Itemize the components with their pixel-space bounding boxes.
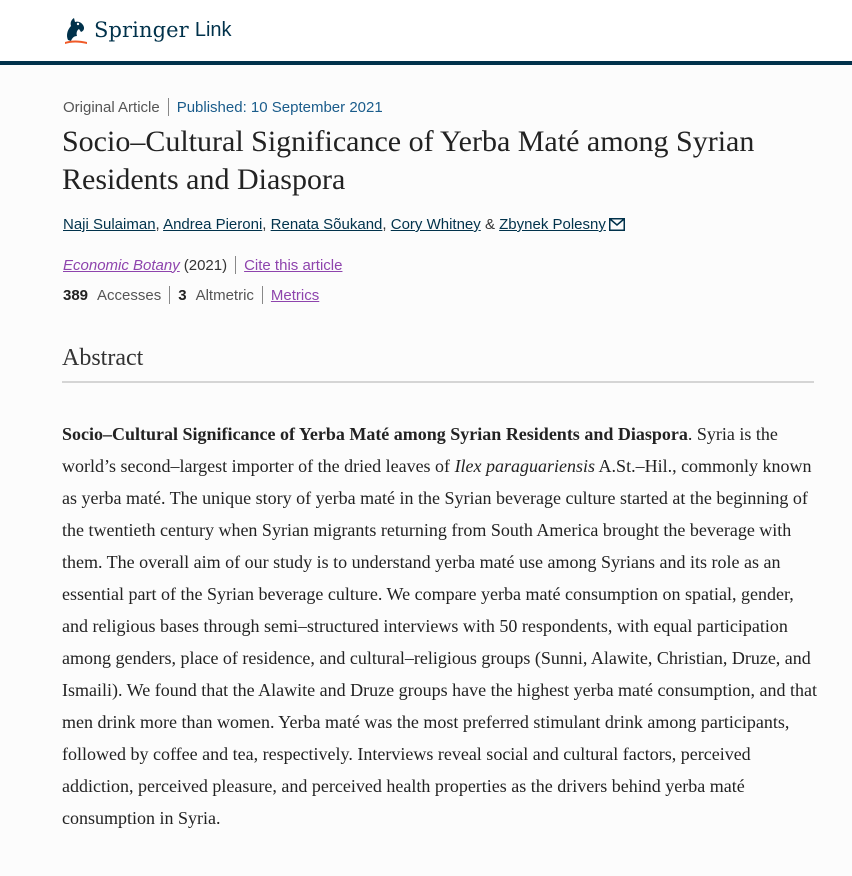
divider [168, 98, 169, 116]
author-separator: , [382, 216, 391, 233]
springer-link-logo[interactable] [62, 13, 232, 47]
cite-this-article-link[interactable]: Cite this article [244, 256, 343, 274]
author-separator: , [155, 216, 164, 233]
divider [235, 256, 236, 274]
journal-line [63, 256, 342, 274]
abstract-text-part: . Syria is the world’s second–largest importer of the dried leaves of [62, 424, 778, 476]
abstract-text [62, 418, 822, 834]
altmetric-count: 3 [178, 286, 187, 304]
journal-year: (2021) [183, 256, 228, 274]
article-meta [63, 98, 383, 116]
springer-horse-icon [62, 14, 90, 46]
abstract-text-part: A.St.–Hil., commonly known as yerba maté. The unique story of yerba maté in the Syrian beverage culture started at the beginning of the twentieth century when Syrian migrants returning from South America brought the beverage with them. The overall aim of our study is to understand yerba maté use among Syrians and its role as an essential part of the Syrian beverage culture. We compare yerba maté consumption on spatial, gender, and religious bases through semi–structured interviews with 50 respondents, with equal participation among genders, place of residence, and cultural–religious groups (Sunni, Alawite, Christian, Druze, and Ismaili). We found that the Alawite and Druze groups have the highest yerba maté consumption, and that men drink more than women. Yerba maté was the most preferred stimulant drink among participants, followed by coffee and tea, respectively. Interviews reveal social and cultural factors, perceived addiction, perceived pleasure, and perceived health properties as the drivers behind yerba maté consumption in Syria. [62, 456, 818, 828]
author-link[interactable]: Cory Whitney [390, 216, 481, 233]
site-header [0, 0, 852, 65]
abstract-heading: Abstract [62, 345, 144, 371]
article-title: Socio–Cultural Significance of Yerba Maté among Syrian Residents and Diaspora [62, 125, 755, 196]
metrics-line [63, 286, 319, 304]
accesses-label: Accesses [97, 286, 162, 304]
mail-icon[interactable] [609, 218, 625, 231]
author-list [63, 216, 625, 233]
author-link[interactable]: Renata Sõukand [270, 216, 383, 233]
abstract-bold-lead: Socio–Cultural Significance of Yerba Maté among Syrian Residents and Diaspora [62, 424, 688, 444]
journal-link[interactable]: Economic Botany [63, 256, 180, 274]
author-separator: , [262, 216, 271, 233]
accesses-count: 389 [63, 286, 89, 304]
abstract-species-name: Ilex paraguariensis [454, 456, 596, 476]
brand-name: Springer [94, 18, 189, 42]
author-link[interactable]: Zbynek Polesny [499, 216, 606, 233]
divider [262, 286, 263, 304]
article-type: Original Article [63, 98, 160, 116]
brand-suffix: Link [194, 18, 232, 41]
author-link[interactable]: Andrea Pieroni [163, 216, 263, 233]
divider [169, 286, 170, 304]
metrics-link[interactable]: Metrics [270, 286, 320, 304]
author-last-separator: & [480, 216, 500, 233]
abstract-divider [62, 381, 814, 383]
author-link[interactable]: Naji Sulaiman [63, 216, 156, 233]
altmetric-label: Altmetric [195, 286, 254, 304]
published-date: Published: 10 September 2021 [176, 98, 383, 116]
